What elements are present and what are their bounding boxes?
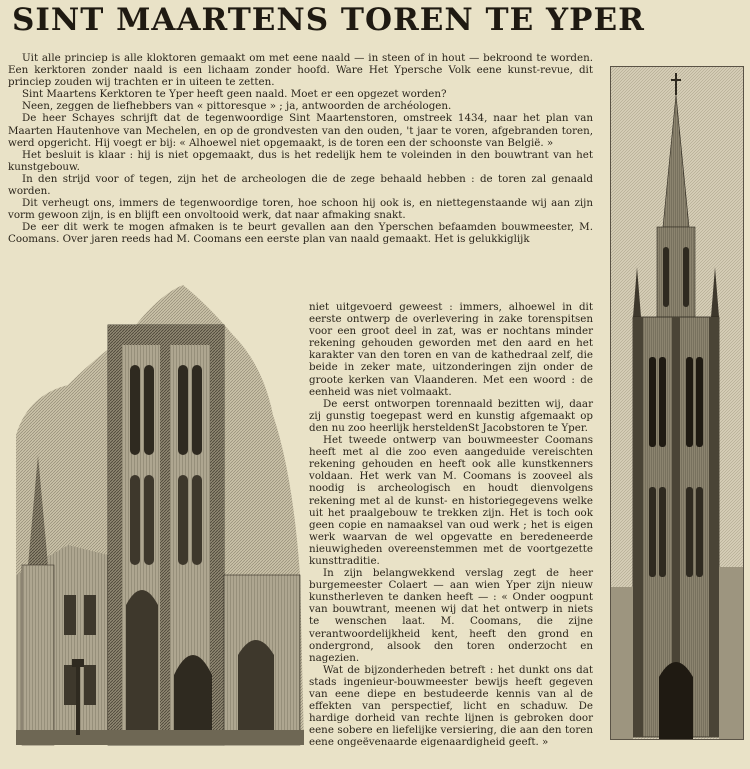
paragraph: Neen, zeggen de liefhebbers van « pittoresque » ; ja, antwoorden de archéologen. — [22, 100, 452, 113]
paragraph: De eer dit werk te mogen afmaken is te beurt gevallen aan den Yperschen befaamden bouwmeester, M. Coomans. Over jaren reeds had M. Coomans een eerste plan van naald gemaakt. Het is gelukkiglijk — [8, 221, 593, 246]
paragraph: Wat de bijzonderheden betreft : het dunkt ons dat stads ingenieur-bouwmeester bewijs heeft gegeven van eene diepe en bestudeerde kennis van al de effekten van perspectief, licht en schaduw. De hardige dorheid van rechte lijnen is gebroken door eene sobere en liefelijke versiering, die aan den toren eene ongeëvenaarde eigenaardigheid geeft. » — [309, 663, 593, 749]
paragraph: In den strijd voor of tegen, zijn het de archeologen die de zege behaald hebben : de toren zal genaald worden. — [8, 172, 593, 198]
paragraph: Uit alle princiep is alle kloktoren gemaakt om met eene naald — in steen of in hout — bekroond te worden. Een kerktoren zonder naald is een lichaam zonder hoofd. Ware Het Ypersche Volk eene kunst-revue, dit princiep zouden wij trachten er in uiteen te zetten. — [8, 52, 593, 89]
paragraph: Sint Maartens Kerktoren te Yper heeft geen naald. Moet er een opgezet worden? — [22, 88, 447, 101]
paragraph: De heer Schayes schrijft dat de tegenwoordige Sint Maartenstoren, omstreek 1434, naar het plan van Maarten Hautenhove van Mechelen, en op de grondvesten van den ouden, 't jaar te voren, afgebranden toren, werd opgericht. Hij voegt er bij: « Alhoewel niet opgemaakt, is de toren een der schoonste van België. » — [8, 112, 593, 149]
paragraph: Dit verheugt ons, immers de tegenwoordige toren, hoe schoon hij ook is, en niettegenstaande wij aan zijn vorm gewoon zijn, is en blijft een onvoltooid werk, dat naar afmaking snakt. — [8, 197, 593, 222]
top-text-column — [8, 52, 593, 246]
paragraph: De eerst ontworpen torennaald bezitten wij, daar zij gunstig toegepast werd en kunstig afgemaakt op den nu zoo heerlijk hersteldenSt Jacobstoren te Yper. — [309, 397, 593, 434]
paragraph: In zijn belangwekkend verslag zegt de heer burgemeester Colaert — aan wien Yper zijn nieuw kunstherleven te danken heeft — : « Onder oogpunt van bouwtrant, meenen wij dat het ontwerp in niets te wenschen laat. M. Coomans, die zijne verantwoordelijkheid kent, heeft den grond en ondergrond, alsook den toren onderzocht en nagezien. — [309, 567, 593, 664]
tower-engraving-current — [8, 275, 308, 753]
headline: SINT MAARTENS TOREN TE YPER — [12, 2, 645, 38]
tower-engraving-spire-design — [610, 66, 744, 740]
paragraph: Het tweede ontwerp van bouwmeester Coomans heeft met al die zoo even aangeduide vereischten rekening gehouden en heeft ook alle kunstkenners voldaan. Het werk van M. Coomans is zooveel als noodig is archeologisch en houdt dienvolgens rekening met al de kunst- en historiegegevens welke uit het praalgebouw te trekken zijn. Het is toch ook geen copie en namaaksel van oud werk ; het is eigen werk waarvan de wel opgevatte en beredeneerde nieuwigheden overeenstemmen met de voortgezette kunsttraditie. — [309, 434, 593, 567]
right-text-column — [309, 301, 593, 748]
paragraph: niet uitgevoerd geweest : immers, alhoewel in dit eerste ontwerp de overlevering in zake torenspitsen voor een groot deel in zat, was er nochtans minder rekening gehouden geworden met den aard en het karakter van den toren en van de kathedraal zelf, die beide in zeker mate, uitzonderingen zijn onder de groote kerken van Vlaanderen. Met een woord : de eenheid was niet volmaakt. — [309, 301, 593, 398]
paragraph: Het besluit is klaar : hij is niet opgemaakt, dus is het redelijk hem te voleinden in den bouwtrant van het kunstgebouw. — [8, 148, 593, 173]
